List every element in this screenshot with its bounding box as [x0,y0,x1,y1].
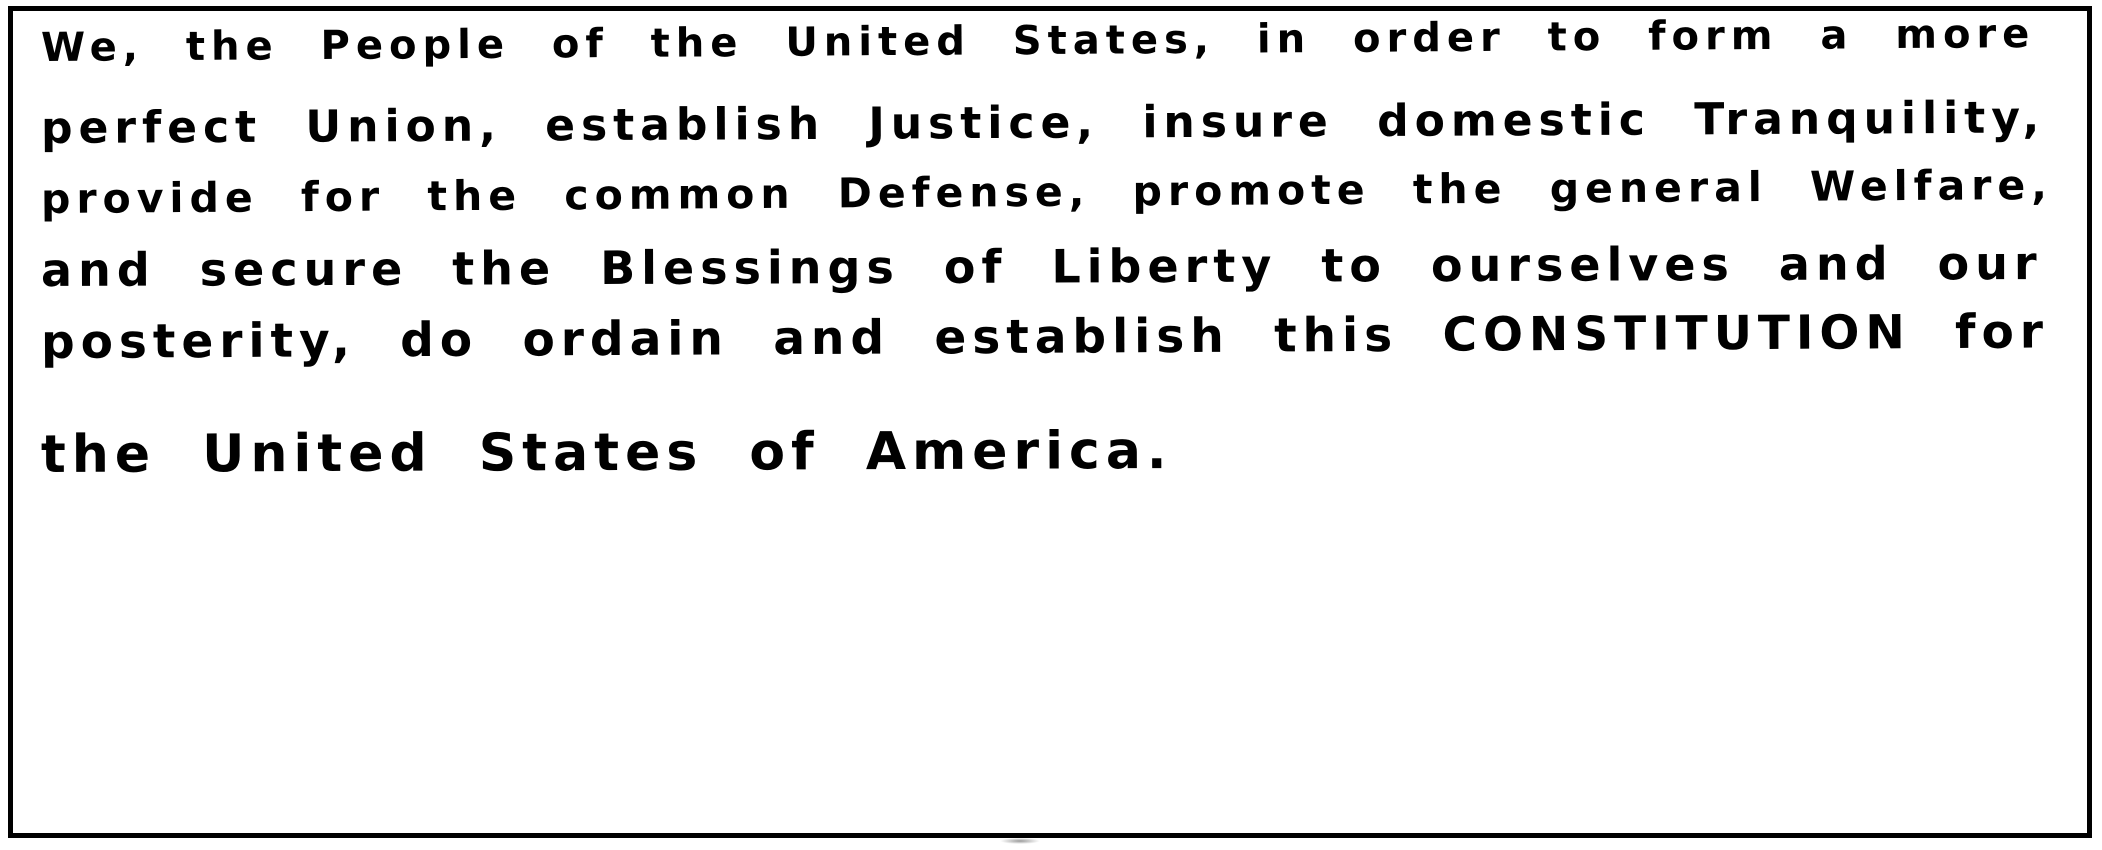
text-line-2: perfect Union, establish Justice, insure domestic Tranquility, [40,92,2046,154]
text-line-5: posterity, do ordain and establish this CONSTITUTION for [40,304,2050,370]
text-line-6: the United States of America. [40,421,1173,485]
text-line-1: We, the People of the United States, in order to form a more [40,11,2036,71]
text-line-4: and secure the Blessings of Liberty to ourselves and our [40,236,2043,297]
scan-smudge [1000,838,1040,844]
text-line-3: provide for the common Defense, promote the general Welfare, [40,160,2053,223]
document-frame [8,6,2092,838]
